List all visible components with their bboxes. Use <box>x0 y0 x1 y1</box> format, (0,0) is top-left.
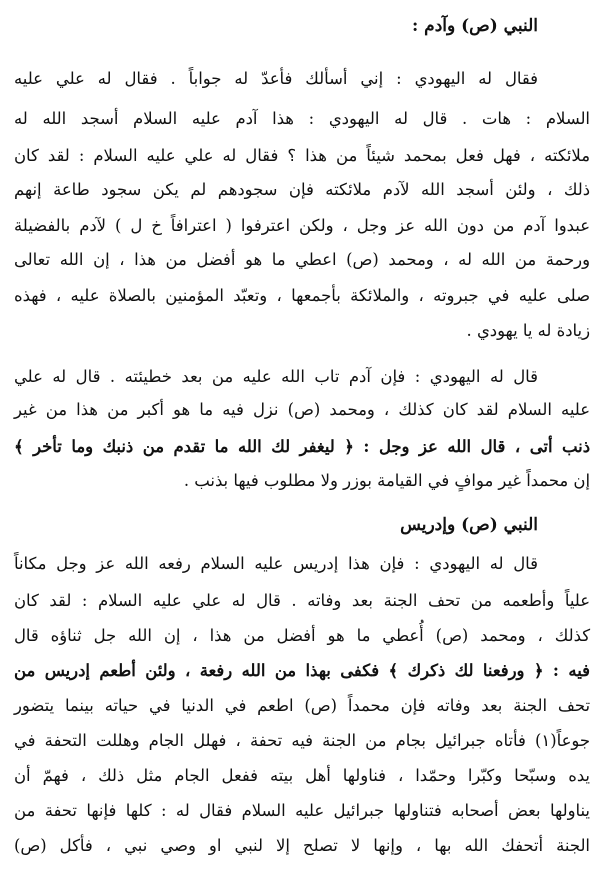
text-line: ذلك ، ولئن أسجد الله لآدم ملائكته فإن سجودهم لم يكن سجود طاعة إنهم <box>14 180 590 199</box>
text-line: يناولها بعض أصحابه فتناولها جبرائيل عليه السلام فقال له : كلها فإنها تحفة من <box>14 801 590 820</box>
section-heading-prophet-and-adam: النبي (ص) وآدم : <box>411 16 538 36</box>
text-line: علياً وأطعمه من تحف الجنة بعد وفاته . قال له علي عليه السلام : لقد كان <box>14 591 590 610</box>
text-line: الجنة أتحفك الله بها ، وإنها لا تصلح إلا لنبي او وصي نبي ، فأكل (ص) <box>14 836 590 855</box>
text-line-with-quran-verse: ذنب أتى ، قال الله عز وجل : ﴿ ليغفر لك الله ما تقدم من ذنبك وما تأخر ﴾ <box>14 437 590 456</box>
text-line: فقال له اليهودي : إني أسألك فأعدّ له جواباً . فقال له علي عليه <box>14 69 538 88</box>
text-line: صلى عليه في جبروته ، والملائكة بأجمعها ، وتعبّد المؤمنين بالصلاة عليه ، فهذه <box>14 286 590 305</box>
text-line-with-quran-verse: فيه : ﴿ ورفعنا لك ذكرك ﴾ فكفى بهذا من الله رفعة ، ولئن أطعم إدريس من <box>14 661 590 680</box>
section-heading-prophet-and-idris: النبي (ص) وإدريس <box>400 515 538 535</box>
text-line: تحف الجنة بعد وفاته فإن محمداً (ص) اطعم في الدنيا في حياته بينما يتضور <box>14 696 590 715</box>
text-line: يده وسبّحا وكبّرا وحمّدا ، فناولها أهل بيته ففعل الجام مثل ذلك ، فهمّ أن <box>14 766 590 785</box>
text-line: كذلك ، ومحمد (ص) أُعطي ما هو أفضل من هذا ، إن الله جل ثناؤه قال <box>14 626 590 645</box>
text-line: ملائكته ، فهل فعل بمحمد شيئاً من هذا ؟ فقال له علي عليه السلام : لقد كان <box>14 146 590 165</box>
text-line: عبدوا آدم من دون الله عز وجل ، ولكن اعترفوا ( اعترافاً خ ل ) لآدم بالفضيلة <box>14 216 590 235</box>
text-line: قال له اليهودي : فإن آدم تاب الله عليه من بعد خطيئته . قال له علي <box>14 367 538 386</box>
text-line: ورحمة من الله له ، ومحمد (ص) اعطي ما هو أفضل من هذا ، إن الله تعالى <box>14 250 590 269</box>
text-line: قال له اليهودي : فإن هذا إدريس عليه السلام رفعه الله عز وجل مكاناً <box>14 554 538 573</box>
text-line: إن محمداً غير موافٍ في القيامة بوزر ولا مطلوب فيها بذنب . <box>183 471 590 490</box>
text-line: جوعاً(١) فأتاه جبرائيل بجام من الجنة فيه تحفة ، فهلل الجام وهللت التحفة في <box>14 731 590 750</box>
text-line: السلام : هات . قال له اليهودي : هذا آدم عليه السلام أسجد الله له <box>14 109 590 128</box>
text-line: زيادة له يا يهودي . <box>466 321 590 340</box>
text-line: عليه السلام لقد كان كذلك ، ومحمد (ص) نزل فيه ما هو أكبر من هذا من غير <box>14 400 590 419</box>
